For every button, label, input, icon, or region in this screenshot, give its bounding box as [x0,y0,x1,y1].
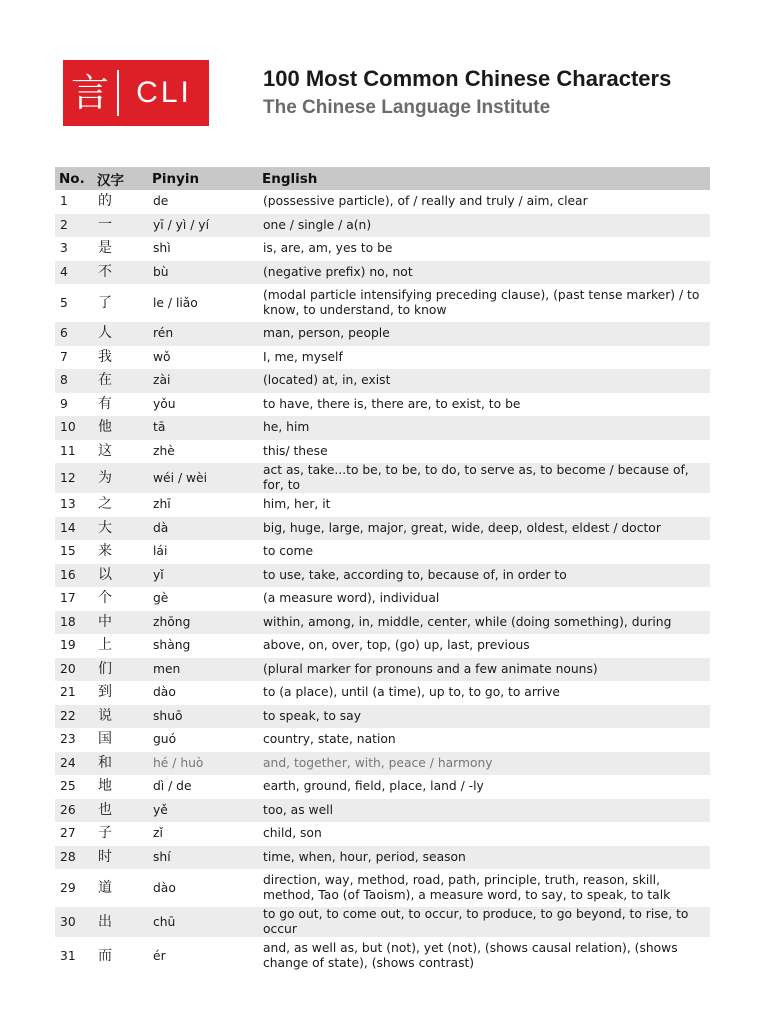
table-row [55,705,710,729]
cell-english: act as, take...to be, to be, to do, to serve as, to become / because of, for, to [258,463,710,493]
table-row [55,681,710,705]
cell-no: 6 [55,322,93,346]
table-row [55,493,710,517]
cell-hanzi: 我 [98,348,112,365]
logo-text: CLI [136,76,192,109]
page-subtitle: The Chinese Language Institute [263,97,551,118]
cell-pinyin: lái [153,544,168,559]
cell-english: is, are, am, yes to be [263,241,393,256]
cell-no: 15 [60,544,76,559]
cell-no: 21 [60,685,76,700]
cell-pinyin: yǒu [153,396,176,411]
table-row [55,907,710,937]
table-row [55,322,710,346]
cell-hanzi: 为 [93,463,148,493]
cell-pinyin: shàng [153,638,191,653]
cell-hanzi: 国 [98,731,112,748]
cell-no: 14 [55,517,93,541]
cell-english: direction, way, method, road, path, principle, truth, reason, skill, method, Tao (of Taoism), a measure word, to say, to speak, to talk [263,873,671,902]
cell-pinyin: le / liǎo [153,295,198,310]
cell-english: (modal particle intensifying preceding clause), (past tense marker) / to know, to understand, to know [263,288,700,317]
cell-no: 16 [55,564,93,588]
cell-english: big, huge, large, major, great, wide, deep, oldest, eldest / doctor [258,517,710,541]
cell-hanzi: 一 [93,214,148,238]
table-row [55,284,710,322]
cell-hanzi: 在 [93,369,148,393]
cell-hanzi: 他 [93,416,148,440]
cell-english: to use, take, according to, because of, in order to [258,564,710,588]
cell-english: he, him [258,416,710,440]
cell-no: 30 [55,907,93,937]
table-row [55,869,710,907]
cell-pinyin: zhī [153,497,171,512]
cell-pinyin: zhōng [148,611,258,635]
cell-no: 25 [60,779,76,794]
cell-no: 13 [60,497,76,512]
cell-no: 31 [60,948,76,963]
cell-pinyin: dào [153,880,176,895]
cell-pinyin: shì [153,241,171,256]
cell-hanzi: 们 [93,658,148,682]
table-row [55,658,710,682]
cell-no: 12 [55,463,93,493]
cell-pinyin: zǐ [153,826,163,841]
cell-english: time, when, hour, period, season [258,846,710,870]
cell-pinyin: guó [153,732,177,747]
table-row [55,564,710,588]
cell-no: 4 [55,261,93,285]
table-row [55,463,710,493]
cell-english: and, as well as, but (not), yet (not), (shows causal relation), (shows change of state), (shows contrast) [263,941,678,970]
cli-logo [63,60,209,126]
cell-pinyin: yī / yì / yí [148,214,258,238]
cell-english: within, among, in, middle, center, while (doing something), during [258,611,710,635]
table-row [55,261,710,285]
cell-hanzi: 之 [98,496,112,513]
cell-hanzi: 不 [93,261,148,285]
table-row [55,822,710,846]
cell-pinyin: yě [148,799,258,823]
table-row [55,540,710,564]
cell-hanzi: 人 [93,322,148,346]
table-row [55,937,710,975]
cell-english: country, state, nation [263,732,396,747]
cell-english: (located) at, in, exist [258,369,710,393]
cell-pinyin: zhè [153,443,175,458]
cell-hanzi: 是 [98,240,112,257]
cell-hanzi: 道 [98,879,112,896]
cell-no: 29 [60,880,76,895]
cell-english: to (a place), until (a time), up to, to go, to arrive [263,685,560,700]
cell-pinyin: shuō [148,705,258,729]
header-no: No. [55,167,93,190]
cell-pinyin: zài [148,369,258,393]
cell-no: 11 [60,443,76,458]
cell-pinyin: men [148,658,258,682]
table-row [55,517,710,541]
cell-pinyin: dà [148,517,258,541]
cell-no: 10 [55,416,93,440]
cell-english: (negative prefix) no, not [258,261,710,285]
cell-pinyin: chū [148,907,258,937]
table-row [55,587,710,611]
logo-character: 言 [70,71,109,115]
table-row [55,752,710,776]
cell-hanzi: 上 [98,637,112,654]
cell-no: 19 [60,638,76,653]
cell-no: 18 [55,611,93,635]
table-row [55,728,710,752]
cell-english: one / single / a(n) [258,214,710,238]
table-row [55,393,710,417]
cell-no: 28 [55,846,93,870]
cell-english: to have, there is, there are, to exist, to be [263,396,521,411]
cell-english: (plural marker for pronouns and a few animate nouns) [258,658,710,682]
page-title: 100 Most Common Chinese Characters [263,66,672,91]
cell-pinyin: wéi / wèi [148,463,258,493]
cell-hanzi: 中 [93,611,148,635]
cell-pinyin: dào [153,685,176,700]
table-row [55,416,710,440]
cell-english: to go out, to come out, to occur, to produce, to go beyond, to rise, to occur [258,907,710,937]
cell-english: earth, ground, field, place, land / -ly [263,779,484,794]
cell-hanzi: 以 [93,564,148,588]
table-row [55,369,710,393]
cell-no: 2 [55,214,93,238]
table-header-row [55,167,710,190]
table-row [55,611,710,635]
cell-hanzi: 地 [98,778,112,795]
cell-no: 23 [60,732,76,747]
characters-table [55,167,710,975]
cell-pinyin: wǒ [153,349,171,364]
table-row [55,346,710,370]
cell-english: (a measure word), individual [263,591,440,606]
cell-no: 26 [55,799,93,823]
cell-hanzi: 和 [93,752,148,776]
cell-hanzi: 也 [93,799,148,823]
cell-english: too, as well [258,799,710,823]
table-row [55,775,710,799]
cell-hanzi: 到 [98,684,112,701]
cell-pinyin: rén [148,322,258,346]
cell-english: to come [263,544,314,559]
cell-pinyin: ér [153,948,166,963]
cell-pinyin: hé / huò [148,752,258,776]
cell-pinyin: de [153,194,169,209]
cell-pinyin: bù [148,261,258,285]
header-pinyin: Pinyin [148,167,258,190]
cell-no: 5 [60,295,68,310]
cell-hanzi: 有 [98,395,112,412]
cell-no: 17 [60,591,76,606]
cell-hanzi: 出 [93,907,148,937]
cell-hanzi: 而 [98,947,112,964]
cell-english: above, on, over, top, (go) up, last, previous [263,638,530,653]
cell-english: and, together, with, peace / harmony [258,752,710,776]
cell-hanzi: 时 [93,846,148,870]
cell-english: to speak, to say [258,705,710,729]
cell-pinyin: dì / de [153,779,192,794]
cell-hanzi: 了 [98,294,112,311]
table-row [55,634,710,658]
cell-hanzi: 的 [98,193,112,210]
cell-no: 22 [55,705,93,729]
cell-english: I, me, myself [263,349,343,364]
table-row [55,846,710,870]
cell-pinyin: tā [148,416,258,440]
cell-hanzi: 大 [93,517,148,541]
table-row [55,190,710,214]
cell-no: 1 [60,194,68,209]
cell-english: man, person, people [258,322,710,346]
cell-no: 8 [55,369,93,393]
cell-english: (possessive particle), of / really and truly / aim, clear [263,194,588,209]
cell-english: this/ these [263,443,328,458]
cell-hanzi: 子 [98,825,112,842]
cell-english: child, son [263,826,322,841]
cell-no: 9 [60,396,68,411]
header-hanzi: 汉字 [93,167,148,190]
cell-pinyin: gè [153,591,169,606]
cell-hanzi: 这 [98,442,112,459]
cell-hanzi: 个 [98,590,112,607]
cell-hanzi: 来 [98,543,112,560]
cell-no: 3 [60,241,68,256]
cell-no: 7 [60,349,68,364]
cell-no: 24 [55,752,93,776]
table-row [55,237,710,261]
cell-pinyin: shí [148,846,258,870]
cell-english: him, her, it [263,497,331,512]
header-english: English [258,167,710,190]
table-row [55,799,710,823]
table-row [55,440,710,464]
table-row [55,214,710,238]
cell-pinyin: yǐ [148,564,258,588]
cell-hanzi: 说 [93,705,148,729]
cell-no: 27 [60,826,76,841]
cell-no: 20 [55,658,93,682]
